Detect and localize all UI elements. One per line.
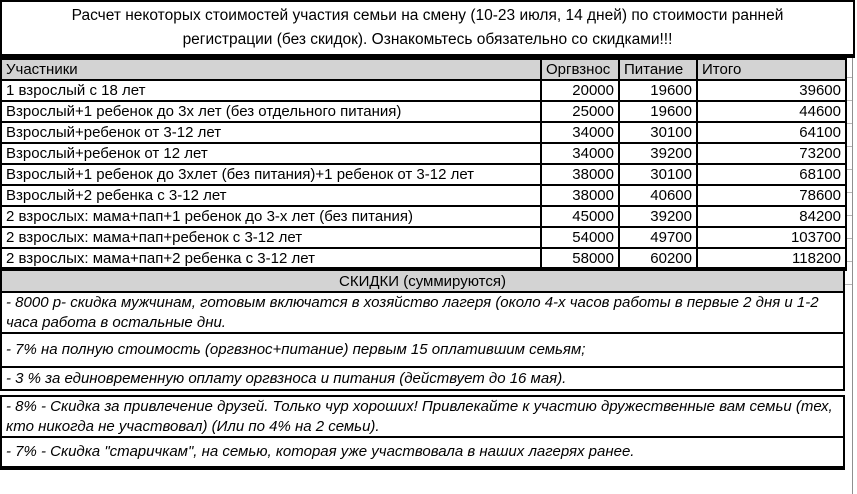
cell-total: 64100 <box>697 122 846 143</box>
cell-org-fee: 34000 <box>541 143 619 164</box>
table-row <box>1 122 846 143</box>
cell-total: 84200 <box>697 206 846 227</box>
col-header-food: Питание <box>619 59 697 80</box>
table-row <box>1 101 846 122</box>
discount-item-text: - 7% - Скидка "старичкам", на семью, которая уже участвовала в наших лагерях ранее. <box>6 443 635 460</box>
table-row <box>1 80 846 101</box>
cell-total: 78600 <box>697 185 846 206</box>
cell-food: 39200 <box>619 143 697 164</box>
cell-food: 19600 <box>619 80 697 101</box>
cell-participants: 2 взрослых: мама+пап+1 ребенок до 3-х лет (без питания) <box>1 206 541 227</box>
discount-item <box>0 438 845 470</box>
cell-total: 118200 <box>697 248 846 269</box>
cell-total: 68100 <box>697 164 846 185</box>
pricing-header-row <box>1 59 846 80</box>
pricing-table <box>0 58 847 271</box>
table-row <box>1 143 846 164</box>
cell-food: 40600 <box>619 185 697 206</box>
discount-item <box>0 293 845 334</box>
cell-participants: 1 взрослый с 18 лет <box>1 80 541 101</box>
excel-column-gridline <box>852 0 853 494</box>
cell-org-fee: 45000 <box>541 206 619 227</box>
cell-participants: Взрослый+1 ребенок до 3хлет (без питания)+1 ребенок от 3-12 лет <box>1 164 541 185</box>
cell-food: 30100 <box>619 164 697 185</box>
cell-total: 39600 <box>697 80 846 101</box>
col-header-org-fee: Оргвзнос <box>541 59 619 80</box>
table-row <box>1 227 846 248</box>
cell-participants: Взрослый+ребенок от 12 лет <box>1 143 541 164</box>
cell-food: 30100 <box>619 122 697 143</box>
discount-item <box>0 334 845 368</box>
cell-total: 44600 <box>697 101 846 122</box>
cell-org-fee: 58000 <box>541 248 619 269</box>
table-row <box>1 248 846 269</box>
cell-total: 73200 <box>697 143 846 164</box>
cell-participants: Взрослый+ребенок от 3-12 лет <box>1 122 541 143</box>
sheet-title-text: Расчет некоторых стоимостей участия семьи на смену (10-23 июля, 14 дней) по стоимости ранней регистрации (без скидок). Ознакомьтесь обязательно со скидками!!! <box>71 7 784 48</box>
discount-item-text: - 8% - Скидка за привлечение друзей. Только чур хороших! Привлекайте к участию дружественные вам семьи (тех, кто никогда не участвовал) (Или по 4% на 2 семьи). <box>6 397 833 435</box>
cell-org-fee: 34000 <box>541 122 619 143</box>
cell-org-fee: 38000 <box>541 164 619 185</box>
cell-food: 49700 <box>619 227 697 248</box>
cell-participants: Взрослый+2 ребенка с 3-12 лет <box>1 185 541 206</box>
cell-org-fee: 38000 <box>541 185 619 206</box>
table-row <box>1 164 846 185</box>
discount-item <box>0 395 845 438</box>
discounts-section-header: СКИДКИ (суммируются) <box>0 271 845 293</box>
sheet-title <box>0 0 855 58</box>
col-header-total: Итого <box>697 59 846 80</box>
discount-item <box>0 368 845 391</box>
cell-org-fee: 54000 <box>541 227 619 248</box>
cell-org-fee: 20000 <box>541 80 619 101</box>
discount-item-text: - 3 % за единовременную оплату оргвзноса и питания (действует до 16 мая). <box>6 369 567 387</box>
col-header-participants: Участники <box>1 59 541 80</box>
cell-food: 60200 <box>619 248 697 269</box>
table-row <box>1 185 846 206</box>
discount-item-text: - 7% на полную стоимость (оргвзнос+питание) первым 15 оплатившим семьям; <box>6 341 586 358</box>
table-row <box>1 206 846 227</box>
cell-food: 19600 <box>619 101 697 122</box>
discount-item-text: - 8000 р- скидка мужчинам, готовым включатся в хозяйство лагеря (около 4-х часов работы в первые 2 дня и 1-2 часа работа в остальные дни. <box>6 293 819 331</box>
cell-total: 103700 <box>697 227 846 248</box>
cell-participants: 2 взрослых: мама+пап+2 ребенка с 3-12 лет <box>1 248 541 269</box>
cell-food: 39200 <box>619 206 697 227</box>
cell-org-fee: 25000 <box>541 101 619 122</box>
cell-participants: 2 взрослых: мама+пап+ребенок с 3-12 лет <box>1 227 541 248</box>
cell-participants: Взрослый+1 ребенок до 3х лет (без отдельного питания) <box>1 101 541 122</box>
